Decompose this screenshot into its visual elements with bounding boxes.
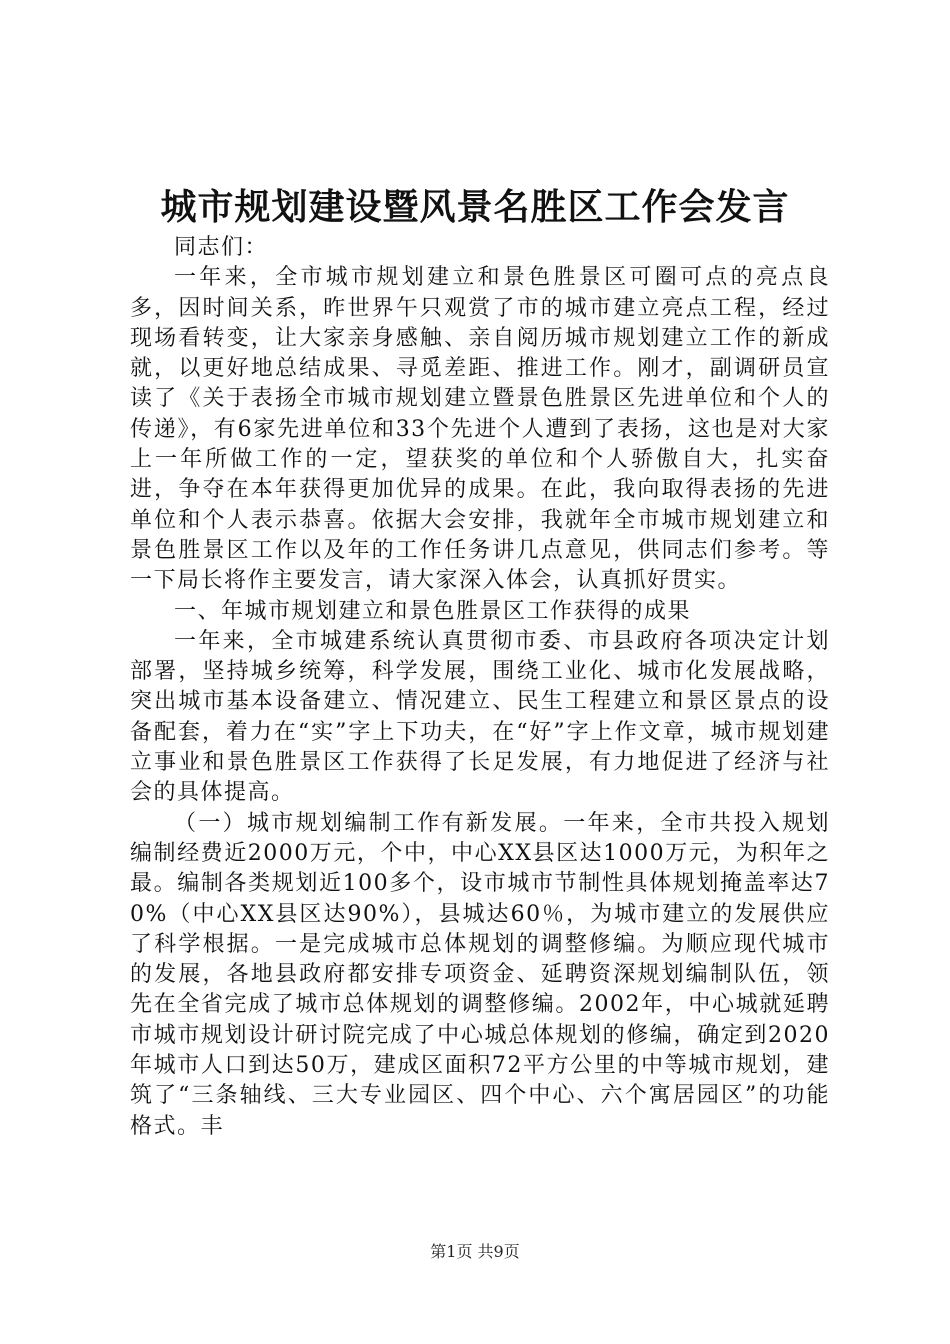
section-heading: 一、年城市规划建立和景色胜景区工作获得的成果 xyxy=(174,598,692,624)
paragraph: （一）城市规划编制工作有新发展。一年来，全市共投入规划编制经费近2000万元，个中，中心XX县区达1000万元，为积年之最。编制各类规划近100多个，设市城市节制性具体规划掩盖率达70%（中心XX县区达90%），县城达60％，为城市建立的发展供应了科学根据。一是完成城市总体规划的调整修编。为顺应现代城市的发展，各地县政府都安排专项资金、延聘资深规划编制队伍，领先在全省完成了城市总体规划的调整修编。2002年，中心城就延聘市城市规划设计研讨院完成了中心城总体规划的修编，确定到2020年城市人口到达50万，建成区面积72平方公里的中等城市规划，建筑了“三条轴线、三大专业园区、四个中心、六个寓居园区”的功能格式。丰 xyxy=(130,810,830,1139)
page-footer: 第1页 共9页 xyxy=(430,1242,520,1261)
document-body xyxy=(130,233,830,1142)
paragraph: 一年来，全市城市规划建立和景色胜景区可圈可点的亮点良多，因时间关系，昨世界午只观赏了市的城市建立亮点工程，经过现场看转变，让大家亲身感触、亲自阅历城市规划建立工作的新成就，以更好地总结成果、寻觅差距、推进工作。刚才，副调研员宣读了《关于表扬全市城市规划建立暨景色胜景区先进单位和个人的传递》，有6家先进单位和33个先进个人遭到了表扬，这也是对大家上一年所做工作的一定，望获奖的单位和个人骄傲自大，扎实奋进，争夺在本年获得更加优异的成果。在此，我向取得表扬的先进单位和个人表示恭喜。依据大会安排，我就年全市城市规划建立和景色胜景区工作以及年的工作任务讲几点意见，供同志们参考。等一下局长将作主要发言，请大家深入体会，认真抓好贯实。 xyxy=(130,265,830,594)
document-title: 城市规划建设暨风景名胜区工作会发言 xyxy=(160,186,790,228)
paragraph: 一年来，全市城建系统认真贯彻市委、市县政府各项决定计划部署，坚持城乡统筹，科学发展，围绕工业化、城市化发展战略，突出城市基本设备建立、情况建立、民生工程建立和景区景点的设备配套，着力在“实”字上下功夫，在“好”字上作文章，城市规划建立事业和景色胜景区工作获得了长足发展，有力地促进了经济与社会的具体提高。 xyxy=(130,628,830,806)
salutation: 同志们： xyxy=(174,235,269,260)
